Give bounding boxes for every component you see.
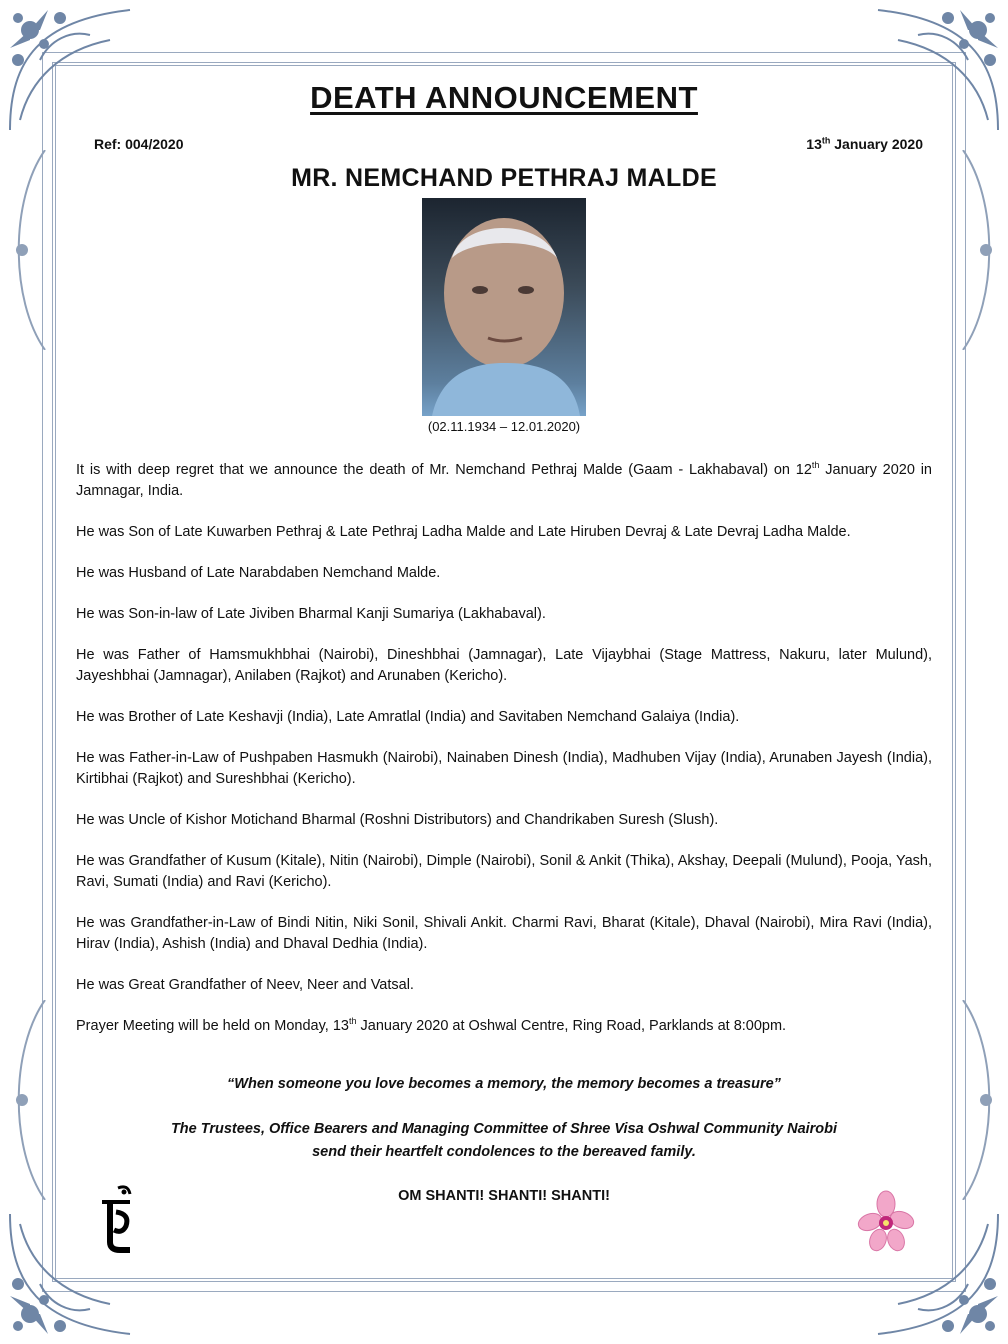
paragraph-siblings: He was Brother of Late Keshavji (India), Late Amratlal (India) and Savitaben Nemchand Galaiya (India). — [76, 709, 740, 726]
paragraph-spouse: He was Husband of Late Narabdaben Nemchand Malde. — [76, 564, 441, 581]
deceased-name: MR. NEMCHAND PETHRAJ MALDE — [291, 164, 717, 192]
floral-side-ornament-icon — [0, 1000, 60, 1200]
portrait-photo — [422, 198, 586, 416]
floral-side-ornament-icon — [948, 1000, 1008, 1200]
condolence-line-2: send their heartfelt condolences to the bereaved family. — [312, 1144, 696, 1160]
floral-corner-ornament-icon — [868, 0, 1008, 140]
paragraph-grandchildren: He was Grandfather of Kusum (Kitale), Nitin (Nairobi), Dimple (Nairobi), Sonil & Ankit (Thika), Akshay, Deepali (Mulund), Pooja, Yash, Ravi, Sumati (India) and Ravi (Kericho). — [76, 853, 932, 890]
page-title: DEATH ANNOUNCEMENT — [310, 80, 698, 115]
jain-hrim-symbol-icon — [96, 1182, 136, 1254]
lifespan-dates: (02.11.1934 – 12.01.2020) — [427, 419, 581, 434]
paragraph-parents: He was Son of Late Kuwarben Pethraj & Late Pethraj Ladha Malde and Late Hiruben Devraj & Late Devraj Ladha Malde. — [76, 523, 851, 540]
paragraph-death-notice: It is with deep regret that we announce the death of Mr. Nemchand Pethraj Malde (Gaam - Lakhabaval) on 12th January 2020 in Jamnagar, India. — [76, 460, 932, 499]
paragraph-children: He was Father of Hamsmukhbhai (Nairobi), Dineshbhai (Jamnagar), Late Vijaybhai (Stage Mattress, Nakuru, later Mulund), Jayeshbhai (Jamnagar), Anilaben (Rajkot) and Arunaben (Kericho). — [76, 647, 932, 684]
reference-number: Ref: 004/2020 — [94, 136, 184, 152]
paragraph-great-grandchildren: He was Great Grandfather of Neev, Neer and Vatsal. — [76, 976, 414, 993]
paragraph-grandchildren-in-law: He was Grandfather-in-Law of Bindi Nitin, Niki Sonil, Shivali Ankit. Charmi Ravi, Bharat (Kitale), Dhaval (Nairobi), Mira Ravi (India), Hirav (India), Ashish (India) and Dhaval Dedhia (India). — [76, 915, 932, 952]
pink-orchid-icon — [856, 1190, 916, 1256]
condolence-line-1: The Trustees, Office Bearers and Managing Committee of Shree Visa Oshwal Community Nairobi — [170, 1121, 838, 1137]
paragraph-in-laws: He was Son-in-law of Late Jiviben Bharmal Kanji Sumariya (Lakhabaval). — [76, 606, 546, 623]
announcement-date: 13th January 2020 — [806, 135, 923, 152]
paragraph-nephews: He was Uncle of Kishor Motichand Bharmal (Roshni Distributors) and Chandrikaben Suresh (Slush). — [76, 812, 719, 829]
paragraph-children-in-law: He was Father-in-Law of Pushpaben Hasmukh (Nairobi), Nainaben Dinesh (India), Madhuben Vijay (India), Arunaben Jayesh (India), Kirtibhai (Rajkot) and Sureshbhai (Kericho). — [76, 750, 932, 787]
floral-corner-ornament-icon — [0, 0, 140, 140]
condolence-message — [0, 1118, 1008, 1164]
memorial-quote: “When someone you love becomes a memory, the memory becomes a treasure” — [227, 1076, 781, 1092]
announcement-body — [76, 460, 932, 1057]
closing-blessing: OM SHANTI! SHANTI! SHANTI! — [398, 1188, 610, 1204]
paragraph-prayer-meeting: Prayer Meeting will be held on Monday, 13th January 2020 at Oshwal Centre, Ring Road, Parklands at 8:00pm. — [76, 1016, 787, 1035]
